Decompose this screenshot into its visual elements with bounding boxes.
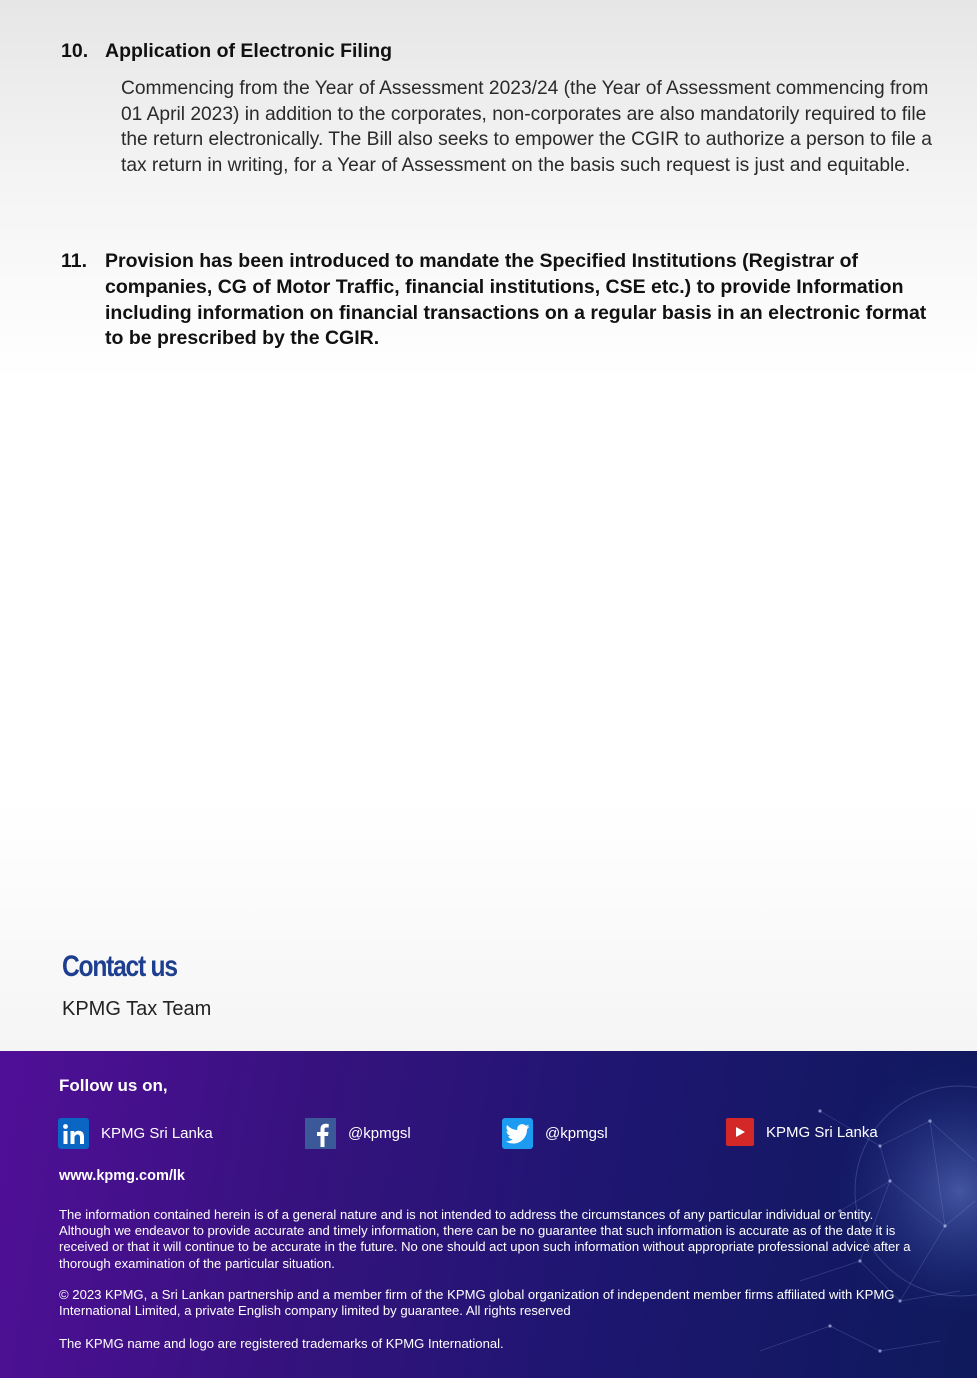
section-number: 11. [61,250,88,272]
youtube-label: KPMG Sri Lanka [766,1123,878,1141]
footer [0,1051,977,1378]
contact-team-name: KPMG Tax Team [62,998,212,1020]
twitter-label: @kpmgsl [545,1125,608,1142]
section-title: Application of Electronic Filing [105,40,393,62]
youtube-link[interactable] [726,1118,878,1146]
copyright-text: © 2023 KPMG, a Sri Lankan partnership and a member firm of the KPMG global organization of independent member firms affiliated with KPMG International Limited, a private English company limited by guarantee. All rights reserved [59,1287,895,1319]
facebook-link[interactable] [305,1118,411,1149]
section-10 [61,38,937,179]
section-body: Commencing from the Year of Assessment 2023/24 (the Year of Assessment commencing from 01 April 2023) in addition to the corporates, non-corporates are also mandatorily required to file the return electronically. The Bill also seeks to empower the CGIR to authorize a person to file a tax return in writing, for a Year of Assessment on the basis such request is just and equitable. [121,78,932,177]
linkedin-label: KPMG Sri Lanka [101,1125,213,1142]
section-number: 10. [61,40,89,62]
website-link[interactable]: www.kpmg.com/lk [59,1168,185,1184]
section-heading [61,249,937,352]
linkedin-link[interactable] [58,1118,213,1149]
facebook-label: @kpmgsl [348,1125,411,1142]
youtube-icon [726,1118,754,1146]
section-title: Provision has been introduced to mandate the Specified Institutions (Registrar of companies, CG of Motor Traffic, financial institutions, CSE etc.) to provide Information including information on financial transactions on a regular basis in an electronic format to be prescribed by the CGIR. [105,250,927,350]
twitter-link[interactable] [502,1118,608,1149]
section-11 [61,249,937,352]
follow-us-label: Follow us on, [59,1076,168,1095]
section-heading [61,38,937,64]
twitter-icon [502,1118,533,1149]
linkedin-icon [58,1118,89,1149]
contact-us-heading: Contact us [62,950,177,983]
disclaimer-text: The information contained herein is of a general nature and is not intended to address the circumstances of any particular individual or entity. Although we endeavor to provide accurate and timely information, there can be no guarantee that such information is accurate as of the date it is received or that it will continue to be accurate in the future. No one should act upon such information without appropriate professional advice after a thorough examination of the particular situation. [59,1207,911,1271]
trademark-text: The KPMG name and logo are registered trademarks of KPMG International. [59,1336,504,1351]
facebook-icon [305,1118,336,1149]
